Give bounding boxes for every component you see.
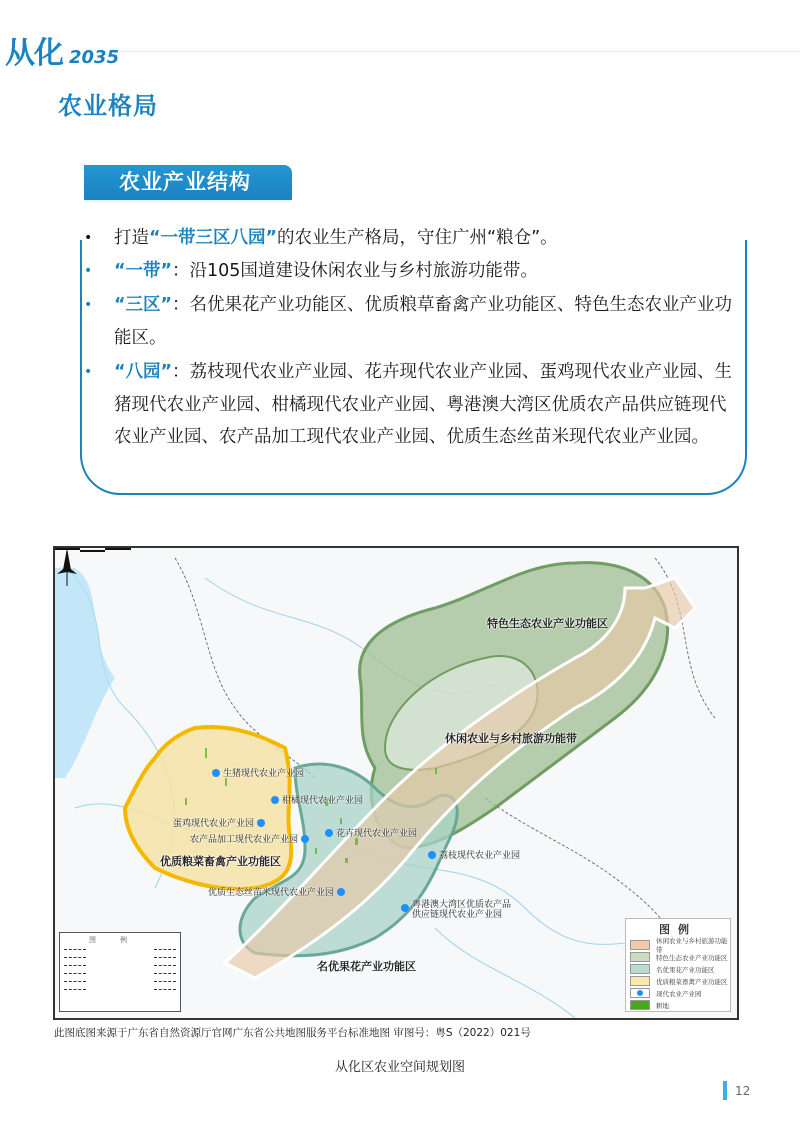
legend-swatch xyxy=(630,976,650,986)
base-legend-row xyxy=(60,977,180,985)
bullet-highlight: “八园” xyxy=(114,362,173,382)
base-legend-row xyxy=(60,985,180,993)
bullet-item xyxy=(80,289,740,354)
legend-label: 休闲农业与乡村旅游功能带 xyxy=(656,937,728,954)
bullet-highlight: “三区” xyxy=(114,295,173,315)
subheading-banner: 农业产业结构 xyxy=(84,165,292,200)
agriculture-map xyxy=(53,546,739,1020)
park-pin-icon xyxy=(637,990,643,996)
zone-label: 特色生态农业产业功能区 xyxy=(487,617,608,630)
legend-swatch xyxy=(630,964,650,974)
north-arrow-icon xyxy=(55,548,79,588)
legend-label: 耕地 xyxy=(656,1001,669,1010)
park-marker xyxy=(271,793,363,806)
park-label xyxy=(412,900,511,920)
legend-swatch xyxy=(630,988,650,998)
legend-label: 现代农业产业园 xyxy=(656,989,702,998)
zone-label: 休闲农业与乡村旅游功能带 xyxy=(445,732,577,745)
legend-label: 优质粮菜畜禽产业功能区 xyxy=(656,977,728,986)
legend-item xyxy=(626,951,730,963)
bullet-dot: • xyxy=(84,262,93,279)
zone-label: 名优果花产业功能区 xyxy=(317,960,416,973)
park-marker xyxy=(208,885,345,898)
zone-label: 优质粮菜畜禽产业功能区 xyxy=(160,855,281,868)
base-legend-row xyxy=(60,969,180,977)
park-pin-icon xyxy=(301,835,309,843)
bullet-item xyxy=(80,222,740,255)
legend-swatch xyxy=(630,940,650,950)
scale-bar xyxy=(55,548,131,552)
park-label: 农产品加工现代农业产业园 xyxy=(190,835,299,845)
bullet-highlight: “一带” xyxy=(114,260,173,281)
legend-item xyxy=(626,999,730,1011)
bullet-dot: • xyxy=(84,364,93,380)
park-label: 优质生态丝苗米现代农业产业园 xyxy=(208,888,335,898)
bullet-item xyxy=(80,356,740,454)
bullet-text: ：名优果花产业功能区、优质粮草畜禽产业功能区、特色生态农业产业功能区。 xyxy=(114,295,733,348)
base-legend-row xyxy=(60,953,180,961)
bullet-prefix: 打造 xyxy=(114,228,149,248)
park-pin-icon xyxy=(271,796,279,804)
subheading-shadow xyxy=(84,200,292,204)
park-pin-icon xyxy=(257,819,265,827)
legend-item xyxy=(626,963,730,975)
map-legend xyxy=(625,918,731,1012)
legend-label: 特色生态农业产业功能区 xyxy=(656,953,728,962)
bullet-text: 的农业生产格局，守住广州“粮仓”。 xyxy=(277,228,558,248)
bullet-dot: • xyxy=(84,297,93,313)
park-marker xyxy=(325,826,417,839)
brand-logo xyxy=(5,28,119,72)
base-legend-title: 图例 xyxy=(89,936,151,944)
park-pin-icon xyxy=(337,888,345,896)
park-marker xyxy=(173,816,265,829)
park-marker xyxy=(428,848,520,861)
park-pin-icon xyxy=(401,904,409,912)
legend-title: 图例 xyxy=(659,923,697,936)
bullet-text: ：沿105国道建设休闲农业与乡村旅游功能带。 xyxy=(172,260,538,281)
legend-label: 名优果花产业功能区 xyxy=(656,965,715,974)
header-divider xyxy=(120,51,800,52)
page-number-bar xyxy=(723,1081,727,1100)
base-legend-row xyxy=(60,961,180,969)
legend-swatch xyxy=(630,1000,650,1010)
park-pin-icon xyxy=(212,769,220,777)
brand-name: 从化 xyxy=(5,36,63,71)
brand-year: 2035 xyxy=(69,47,120,68)
section-title: 农业格局 xyxy=(58,92,158,120)
legend-item xyxy=(626,987,730,999)
legend-item xyxy=(626,975,730,987)
park-marker xyxy=(190,832,309,845)
park-label: 花卉现代农业产业园 xyxy=(336,829,418,839)
bullet-dot: • xyxy=(84,230,93,246)
legend-swatch xyxy=(630,952,650,962)
park-label: 荔枝现代农业产业园 xyxy=(439,851,521,861)
park-pin-icon xyxy=(428,851,436,859)
park-label-line1: 粤港澳大湾区优质农产品 xyxy=(412,900,512,910)
park-label-line2: 供应链现代农业产业园 xyxy=(412,910,503,920)
park-label: 生猪现代农业产业园 xyxy=(223,769,305,779)
legend-item xyxy=(626,937,730,954)
map-source-note: 此图底图来源于广东省自然资源厅官网广东省公共地图服务平台标准地图 审图号：粤S（2022）021号 xyxy=(54,1027,531,1039)
park-marker xyxy=(212,766,304,779)
base-legend-row xyxy=(60,945,180,953)
park-pin-icon xyxy=(325,829,333,837)
bullet-item xyxy=(80,255,740,288)
bullet-text: ：荔枝现代农业产业园、花卉现代农业产业园、蛋鸡现代农业产业园、生猪现代农业产业园、柑橘现代农业产业园、粤港澳大湾区优质农产品供应链现代农业产业园、农产品加工现代农业产业园、优质生态丝苗米现代农业产业园。 xyxy=(114,362,733,447)
park-label: 蛋鸡现代农业产业园 xyxy=(173,819,255,829)
page-number: 12 xyxy=(735,1084,751,1098)
figure-caption: 从化区农业空间规划图 xyxy=(334,1060,465,1075)
bullet-highlight: “一带三区八园” xyxy=(149,228,278,248)
park-label: 柑橘现代农业产业园 xyxy=(282,796,364,806)
base-map-legend xyxy=(59,932,181,1012)
park-marker xyxy=(401,900,511,920)
bullet-list xyxy=(80,222,740,454)
